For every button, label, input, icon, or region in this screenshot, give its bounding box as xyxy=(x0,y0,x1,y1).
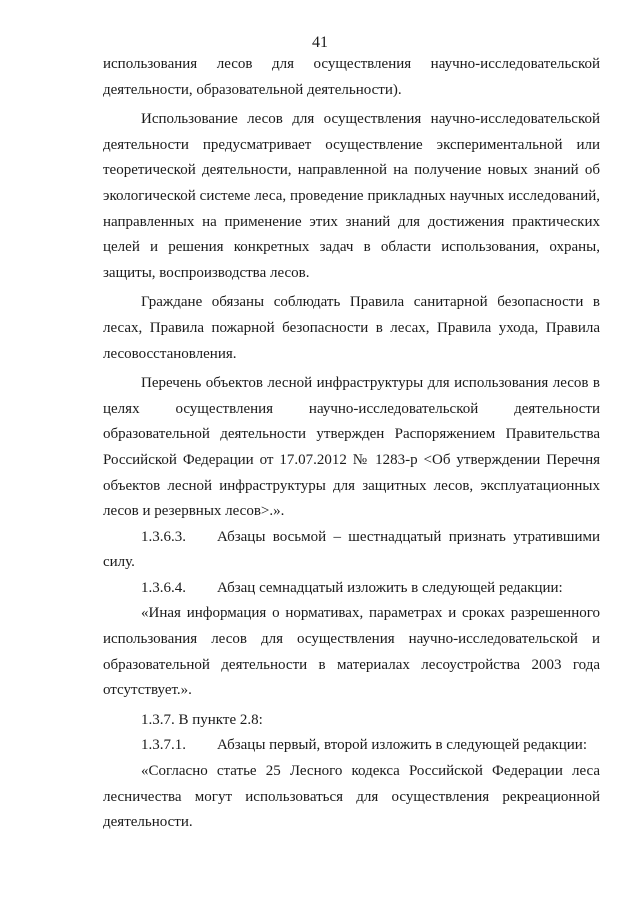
clause-1-3-6-4 xyxy=(103,576,600,602)
paragraph-continuation: использования лесов для осуществления научно-исследовательской деятельности, образовательной деятельности). xyxy=(103,56,600,98)
paragraph-research-use: Использование лесов для осуществления научно-исследовательской деятельности предусматривает осуществление экспериментальной или теоретической деятельности, направленной на получение новых знаний об экологической системе леса, проведение прикладных научных исследований, направленных на применение этих знаний для достижения практических целей и решения конкретных задач в области использования, охраны, защиты, воспроизводства лесов. xyxy=(103,111,600,281)
clause-1-3-7: 1.3.7. В пункте 2.8: xyxy=(141,711,263,728)
paragraph-other-information: «Иная информация о нормативах, параметрах и сроках разрешенного использования лесов для осуществления научно-исследовательской и образовательной деятельности в материалах лесоустройства 2003 года отсутствует.». xyxy=(103,605,600,699)
clause-text: Абзацы восьмой – шестнадцатый признать утратившими силу. xyxy=(103,528,600,571)
clause-number: 1.3.6.4. xyxy=(141,579,186,596)
clause-1-3-7-1 xyxy=(103,733,600,759)
paragraph-infrastructure-list: Перечень объектов лесной инфраструктуры для использования лесов в целях осуществления научно-исследовательской деятельности образовательной деятельности утвержден Распоряжением Правительства Российской Федерации от 17.07.2012 № 1283-р <Об утверждении Перечня объектов лесной инфраструктуры для защитных лесов, эксплуатационных лесов и резервных лесов>.». xyxy=(103,375,600,520)
clause-number: 1.3.7.1. xyxy=(141,737,186,754)
document-body xyxy=(103,52,600,836)
page-number: 41 xyxy=(312,34,328,51)
clause-number: 1.3.6.3. xyxy=(141,528,186,545)
clause-text: Абзацы первый, второй изложить в следующей редакции: xyxy=(217,737,588,754)
paragraph-citizens-obligations: Граждане обязаны соблюдать Правила санитарной безопасности в лесах, Правила пожарной безопасности в лесах, Правила ухода, Правила лесовосстановления. xyxy=(103,294,600,362)
clause-text: Абзац семнадцатый изложить в следующей редакции: xyxy=(217,579,563,596)
paragraph-article-25: «Согласно статье 25 Лесного кодекса Российской Федерации леса лесничества могут использоваться для осуществления рекреационной деятельности. xyxy=(103,763,600,831)
clause-1-3-6-3 xyxy=(103,525,600,576)
